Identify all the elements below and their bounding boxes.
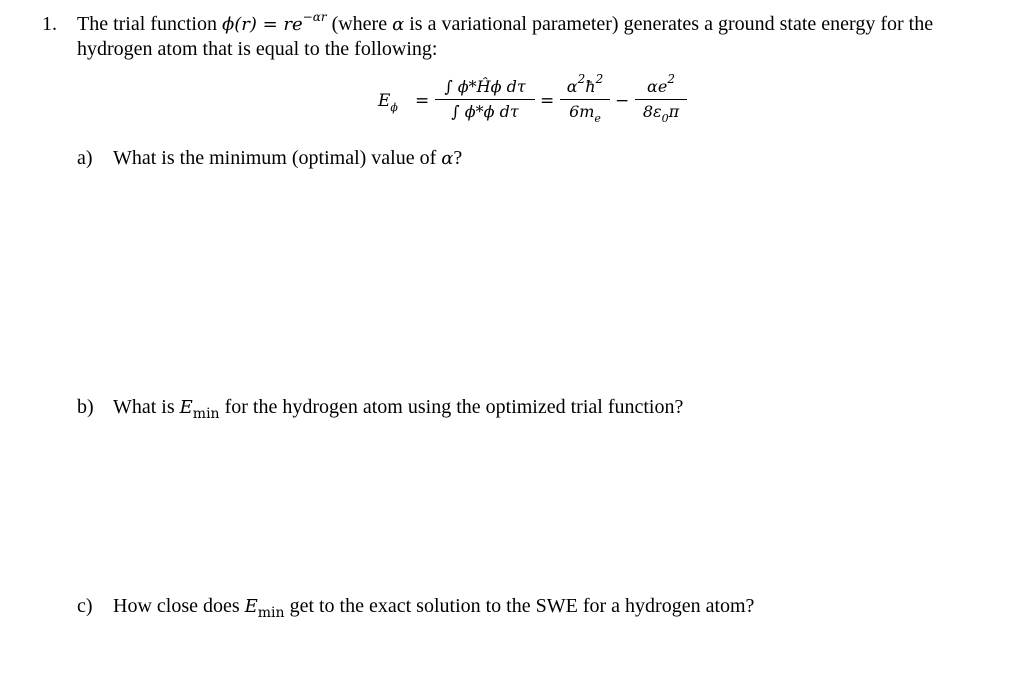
exponent: 2 — [667, 72, 675, 86]
fraction-kinetic-denominator — [560, 101, 610, 123]
equation-lhs-symbol: E — [378, 91, 391, 111]
equation-equals-2: = — [540, 91, 555, 111]
stem-line-1 — [77, 12, 1022, 37]
fraction-kinetic-numerator — [560, 72, 610, 98]
equation-lhs-subscript: ϕ — [390, 101, 398, 114]
fraction-expectation-numerator: ∫ ϕ*Ĥϕ dτ — [444, 77, 526, 96]
question-a-end: ? — [453, 147, 463, 169]
alpha-symbol: α — [566, 77, 578, 96]
question-c-subscript: min — [257, 605, 285, 621]
alpha-charge-term: αe — [647, 77, 668, 96]
permittivity-term: 8ε — [642, 102, 662, 121]
fraction-expectation — [435, 76, 535, 123]
stem-line-2: hydrogen atom that is equal to the following: — [77, 38, 438, 60]
pi-symbol: π — [668, 102, 680, 121]
trial-function-exponent: −αr — [302, 10, 327, 24]
hbar-symbol: ħ — [585, 77, 596, 96]
exponent: 2 — [577, 72, 586, 86]
question-a-symbol: α — [441, 148, 454, 169]
energy-equation — [370, 72, 700, 134]
problem-stem — [77, 12, 1022, 61]
alpha-symbol: α — [392, 14, 405, 35]
stem-middle: (where — [331, 13, 388, 35]
equation-minus: − — [615, 91, 630, 111]
trial-function: ϕ(r) = re — [221, 14, 303, 35]
question-c — [77, 594, 754, 619]
question-c-text-after: get to the exact solution to the SWE for a hydrogen atom? — [289, 595, 755, 617]
fraction-bar — [635, 99, 687, 100]
equation-lhs — [378, 91, 398, 114]
question-b-letter: b) — [77, 396, 94, 418]
fraction-expectation-denominator: ∫ ϕ*ϕ dτ — [451, 102, 519, 121]
question-c-text-before: How close does — [113, 595, 240, 617]
fraction-bar — [435, 99, 535, 100]
exponent: 2 — [595, 72, 604, 86]
fraction-potential-denominator — [635, 101, 687, 123]
question-a — [77, 146, 462, 171]
question-a-text: What is the minimum (optimal) value of — [113, 147, 437, 169]
problem-number: 1. — [42, 13, 57, 35]
stem-suffix: is a variational parameter) generates a ground state energy for the — [409, 13, 934, 35]
question-b-subscript: min — [192, 406, 220, 422]
question-a-letter: a) — [77, 147, 93, 169]
fraction-kinetic — [560, 72, 610, 125]
stem-prefix: The trial function — [77, 13, 217, 35]
question-b-text-before: What is — [113, 396, 175, 418]
subscript: 0 — [661, 112, 669, 125]
question-b-text-after: for the hydrogen atom using the optimized trial function? — [224, 396, 684, 418]
question-b — [77, 395, 683, 420]
fraction-potential-numerator — [635, 72, 687, 98]
question-c-letter: c) — [77, 595, 93, 617]
mass-term: 6m — [569, 102, 595, 121]
question-c-symbol: E — [244, 596, 258, 617]
fraction-bar — [560, 99, 610, 100]
fraction-potential — [635, 72, 687, 125]
equation-equals-1: = — [415, 91, 430, 111]
question-b-symbol: E — [179, 397, 193, 418]
subscript: e — [594, 112, 601, 125]
